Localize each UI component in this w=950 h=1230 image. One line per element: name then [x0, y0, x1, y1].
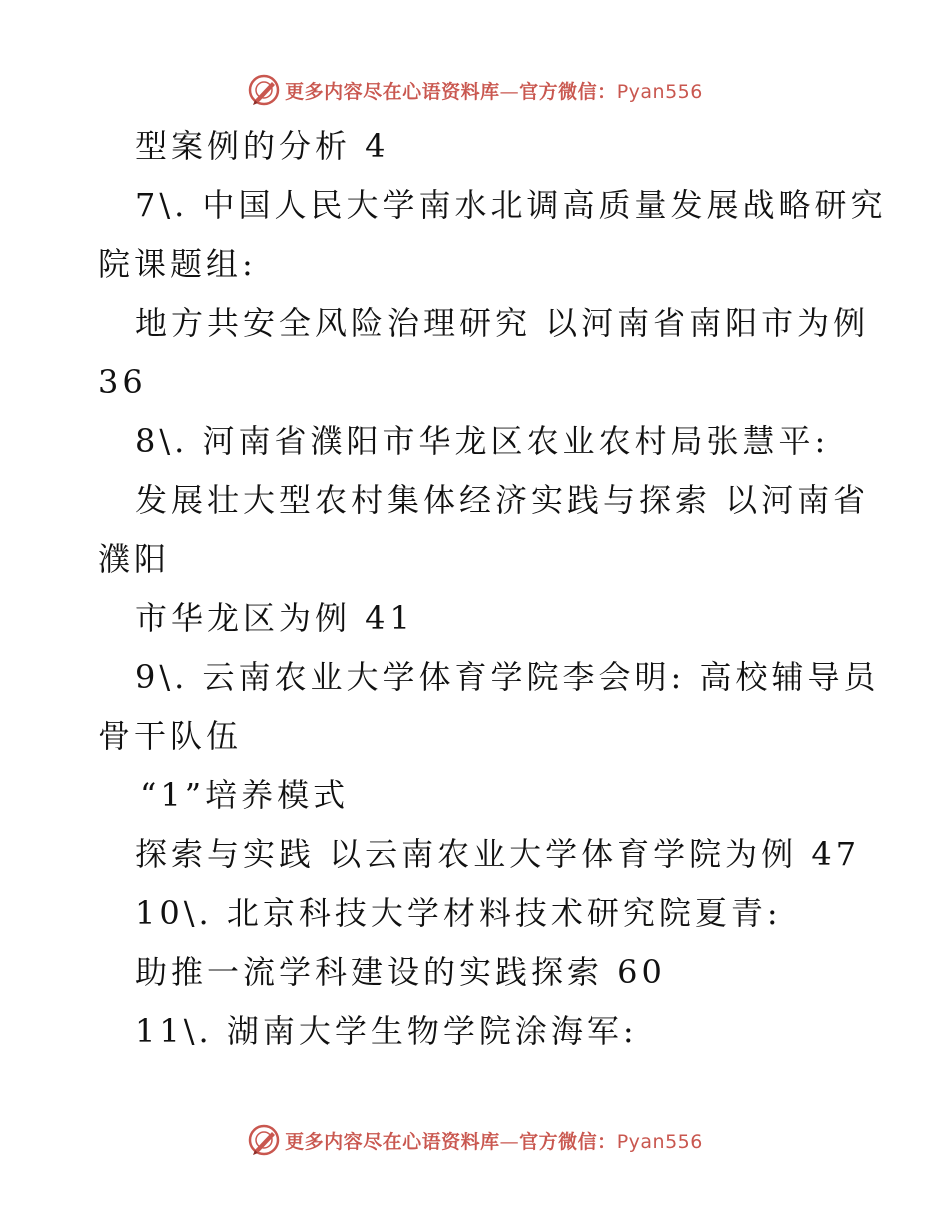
- watermark-wechat-id: Pyan556: [616, 80, 703, 103]
- watermark-separator: —: [499, 1130, 520, 1153]
- text-line: 院课题组:: [98, 245, 257, 283]
- text-line: 助推一流学科建设的实践探索 60: [135, 953, 666, 991]
- text-line: 8\. 河南省濮阳市华龙区农业农村局张慧平:: [135, 422, 830, 460]
- watermark-official: 官方微信：: [519, 1130, 617, 1153]
- watermark-wechat-id: Pyan556: [616, 1130, 703, 1153]
- text-line: 型案例的分析 4: [135, 127, 390, 165]
- text-line: 10\. 北京科技大学材料技术研究院夏青:: [135, 894, 782, 932]
- watermark-text: 更多内容尽在心语资料库: [285, 1130, 500, 1153]
- text-line: 地方共安全风险治理研究 以河南省南阳市为例: [135, 304, 870, 342]
- text-line: “1”培养模式: [140, 776, 350, 814]
- text-line: 骨干队伍: [98, 717, 243, 755]
- pen-logo-icon: [247, 73, 281, 107]
- text-line: 9\. 云南农业大学体育学院李会明: 高校辅导员: [135, 658, 880, 696]
- text-line: 36: [98, 363, 147, 401]
- text-line: 发展壮大型农村集体经济实践与探索 以河南省: [135, 481, 870, 519]
- watermark-text: 更多内容尽在心语资料库: [285, 80, 500, 103]
- footer-watermark: [0, 1120, 950, 1160]
- text-line: 濮阳: [98, 540, 171, 578]
- text-line: 市华龙区为例 41: [135, 599, 414, 637]
- watermark-separator: —: [499, 80, 520, 103]
- text-line: 11\. 湖南大学生物学院涂海军:: [135, 1012, 638, 1050]
- pen-logo-icon: [247, 1123, 281, 1157]
- text-line: 7\. 中国人民大学南水北调高质量发展战略研究: [135, 186, 887, 224]
- text-line: 探索与实践 以云南农业大学体育学院为例 47: [135, 835, 861, 873]
- header-watermark: [0, 70, 950, 110]
- watermark-official: 官方微信：: [519, 80, 617, 103]
